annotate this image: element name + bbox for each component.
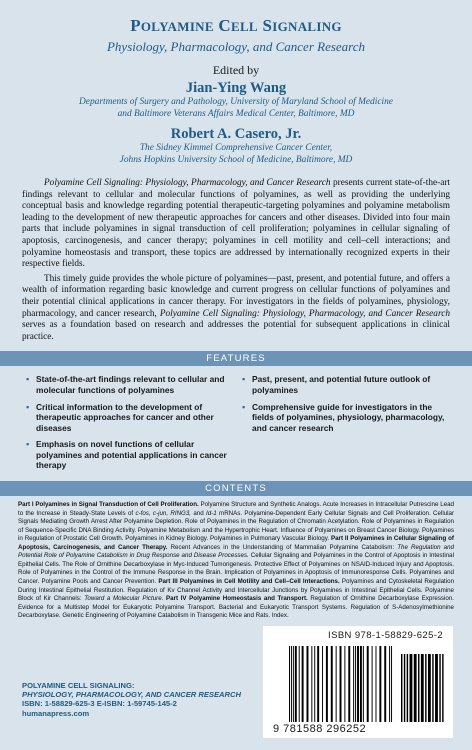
part-1-heading: Part I Polyamines in Signal Transduction of Cell Proliferation. xyxy=(18,501,199,509)
barcode-bar xyxy=(291,646,292,722)
contents-text: Cellular Signaling and Polyamines in the Control of Apoptosis in Intestinal Epithelial Cells. The Role of Ornithine Decarboxylase in Myc-Induced Tumorigenesis. Protective Effect of Polyamines on NSAID-Induced Injury and Apoptosis. Role of Polyamines in the Control of the Immune Response in the Brain. Implication of Polyamines in Apoptosis of Immunoresponse Cells. Polyamines and Cancer. Polyamine Pools and Cancer Prevention. xyxy=(18,552,454,585)
barcode-bar xyxy=(355,646,356,722)
barcode-bar xyxy=(367,646,369,722)
barcode-bar xyxy=(421,654,424,722)
series-title: POLYAMINE CELL SIGNALING: xyxy=(22,681,135,690)
barcode xyxy=(263,626,453,738)
part-4-heading: Part IV Polyamine Homeostasis and Transport. xyxy=(163,595,308,603)
barcode-bar xyxy=(425,654,426,722)
contents-text: Polyamine Structure and Synthetic Analogs. Acute Increases in Intracellular Putrescine Lead to the Increase in Steady-State Levels of xyxy=(18,501,454,517)
description-paragraph-1 xyxy=(22,178,450,271)
features-heading: FEATURES xyxy=(0,351,472,366)
barcode-addon-bars xyxy=(401,654,445,722)
editor-affiliation-2b: Johns Hopkins University School of Medicine, Baltimore, MD xyxy=(119,154,353,165)
barcode-bar xyxy=(322,646,323,722)
title-rest-2: ELL xyxy=(230,19,258,34)
barcode-bar xyxy=(314,646,315,722)
contents-text: and xyxy=(191,509,207,517)
barcode-bar xyxy=(404,654,405,722)
contents-italic: The Regulation and Potential Role of Polyamine Catabolism in Drug Response and Disease Processes. xyxy=(18,543,454,560)
feature-item: ▪ State-of-the-art findings relevant to cellular and molecular functions of polyamines xyxy=(26,374,230,395)
barcode-bar xyxy=(326,646,328,722)
barcode-bar xyxy=(439,654,440,722)
feature-item: ▪ Critical information to the development of therapeutic approaches for cancer and other diseases xyxy=(26,402,230,434)
barcode-bar xyxy=(348,646,350,722)
series-subtitle: PHYSIOLOGY, PHARMACOLOGY, AND CANCER RESEARCH xyxy=(22,690,241,700)
features-right-column xyxy=(242,374,446,477)
editor-affiliation-2a: The Sidney Kimmel Comprehensive Cancer Center, xyxy=(139,143,333,153)
barcode-bar xyxy=(372,646,373,722)
barcode-bar xyxy=(360,646,362,722)
barcode-bar xyxy=(353,646,354,722)
barcode-main-bars xyxy=(289,646,393,722)
isbn-line: ISBN: 1-58829-625-3 E-ISBN: 1-59745-145-2 xyxy=(22,699,177,709)
feature-item: ▪ Past, present, and potential future outlook of polyamines xyxy=(242,374,446,395)
description-paragraph-2 xyxy=(22,274,450,344)
description-text-3: serves as a foundation based on research and addresses the potential for subsequent applications in clinical practice. xyxy=(22,320,450,342)
barcode-bar xyxy=(295,646,297,722)
title-rest-3: IGNALING xyxy=(272,19,342,34)
feature-item: ▪ Emphasis on novel functions of cellular polyamines and potential applications in cancer therapy xyxy=(26,439,230,471)
barcode-bar xyxy=(414,654,417,722)
barcode-bar xyxy=(407,654,408,722)
description-text-1: presents current state-of-the-art findings relevant to cellular and molecular functions of polyamines, as well as providing the underlying conceptual basis and knowledge regarding potential therapeutic-targeting polyamines and polyamine metabolism leading to the development of new therapeutic approaches for cancers and other diseases. Divided into four main parts that include polyamines in signal transduction of cell proliferation; polyamines in cellular signaling of apoptosis, carcinogenesis, and cancer therapy; polyamines in cell motility and cell–cell interactions; and polyamine homeostasis and transport, these topics are addressed by internationally recognized experts in their respective fields. xyxy=(22,178,450,270)
barcode-bar xyxy=(336,646,337,722)
contents-text: Polyamines and Cytoskeletal Regulation During Intestinal Epithelial Restitution. Regulation of Kv Channel Activity and Intercellular Junctions by Polyamines in Intestinal Epithelial Cells. Polyamine Block of Kir Channels: xyxy=(18,577,455,603)
barcode-bar xyxy=(302,646,304,722)
publisher-url: humanapress.com xyxy=(22,708,90,718)
part-3-heading: Part III Polyamines in Cell Motility and Cell–Cell Interactions. xyxy=(158,577,340,585)
contents-text: Recent Advances in the Understanding of Mammalian Polyamine Catabolism: xyxy=(167,543,398,551)
barcode-bar xyxy=(311,646,312,722)
features-left-column xyxy=(26,374,230,477)
description-text-2: This timely guide provides the whole picture of polyamines—past, present, and potential future, and offers a wealth of information regarding basic knowledge and current progress on cellular functions of polyamines and their potential clinical applications in cancer therapy. For investigators in the fields of polyamines, physiology, pharmacology, and cancer research, xyxy=(22,273,450,319)
barcode-bar xyxy=(401,654,402,722)
barcode-bar xyxy=(331,646,333,722)
title-rest-1: OLYAMINE xyxy=(140,19,214,34)
barcode-bar xyxy=(391,646,392,722)
barcode-bar xyxy=(289,646,290,722)
barcode-bar xyxy=(418,654,419,722)
cover-header xyxy=(0,0,472,166)
feature-item: ▪ Comprehensive guide for investigators in the fields of polyamines, physiology, pharmacology, and cancer research xyxy=(242,402,446,434)
contents-gene: Id-1 xyxy=(206,509,217,517)
isbn-label: ISBN 978-1-58829-625-2 xyxy=(328,630,443,641)
contents-body xyxy=(0,496,472,621)
features-list xyxy=(0,366,472,481)
title-italic: Polyamine Cell Signaling: Physiology, Pharmacology, and Cancer Research xyxy=(44,178,331,188)
barcode-bar xyxy=(340,646,342,722)
barcode-bar xyxy=(376,646,377,722)
barcode-bar xyxy=(293,646,294,722)
book-subtitle: Physiology, Pharmacology, and Cancer Research xyxy=(106,39,366,54)
barcode-bar xyxy=(317,646,319,722)
contents-genes: c-fos, c-jun, RING3, xyxy=(135,509,192,517)
contents-heading: CONTENTS xyxy=(0,481,472,496)
barcode-bar xyxy=(299,646,300,722)
book-title xyxy=(22,16,450,36)
contents-text: Regulation of Ornithine Decarboxylase Expression. Evidence for a Multistep Model for Eukaryotic Polyamine Transport. Bacterial and Eukaryotic Transport Systems. Regulation of S-Adenosylmethionine Decarboxylase. Genetic Engineering of Polyamine Catabolism in Transgenic Mice and Rats. Index. xyxy=(18,595,454,620)
barcode-bar xyxy=(344,646,345,722)
barcode-bar xyxy=(435,654,438,722)
contents-text: mRNAs. Polyamine-Dependent Early Cellular Signals and Cell Proliferation. Cellular Signals Mediating Growth Arrest After Polyamine Depletion. Role of Polyamines in the Regulation of Chromatin Acetylation. Role of Polyamines in Regulation of Sequence-Specific DNA Binding Activity. Polyamine Metabolism and the Hypertrophic Heart. Influence of Polyamines on Breast Cancer Biology. Polyamines in Regulation of Prostatic Cell Growth. Polyamines in Kidney Biology. Polyamines in Pulmonary Vascular Biology. xyxy=(18,509,455,543)
book-description xyxy=(0,178,472,343)
edited-by-label: Edited by xyxy=(212,63,260,77)
editor-affiliation-1b: and Baltimore Veterans Affairs Medical Center, Baltimore, MD xyxy=(117,108,355,119)
barcode-bar xyxy=(379,646,381,722)
title-initial-2: C xyxy=(218,16,231,35)
barcode-bar xyxy=(410,654,413,722)
editor-name-1: Jian-Ying Wang xyxy=(185,80,287,96)
barcode-bar xyxy=(357,646,359,722)
editor-name-2: Robert A. Casero, Jr. xyxy=(170,126,302,142)
barcode-bar xyxy=(384,646,386,722)
contents-italic: Toward a Molecular Picture. xyxy=(84,595,164,603)
title-initial-1: P xyxy=(130,16,141,35)
barcode-bar xyxy=(389,646,390,722)
title-initial-3: S xyxy=(262,16,273,35)
part-2-heading: Part II Polyamines in Cellular Signaling of Apoptosis, Carcinogenesis, and Cancer Therapy. xyxy=(18,535,454,551)
publisher-info xyxy=(22,681,241,718)
editor-affiliation-1a: Departments of Surgery and Pathology, University of Maryland School of Medicine xyxy=(79,97,393,107)
barcode-bar xyxy=(307,646,309,722)
barcode-number: 9 781588 296252 xyxy=(273,723,367,735)
barcode-bar xyxy=(442,654,443,722)
barcode-bar xyxy=(432,654,433,722)
barcode-bar xyxy=(363,646,364,722)
barcode-bar xyxy=(428,654,431,722)
title-italic-2: Polyamine Cell Signaling: Physiology, Pharmacology, and Cancer Research xyxy=(159,308,451,319)
